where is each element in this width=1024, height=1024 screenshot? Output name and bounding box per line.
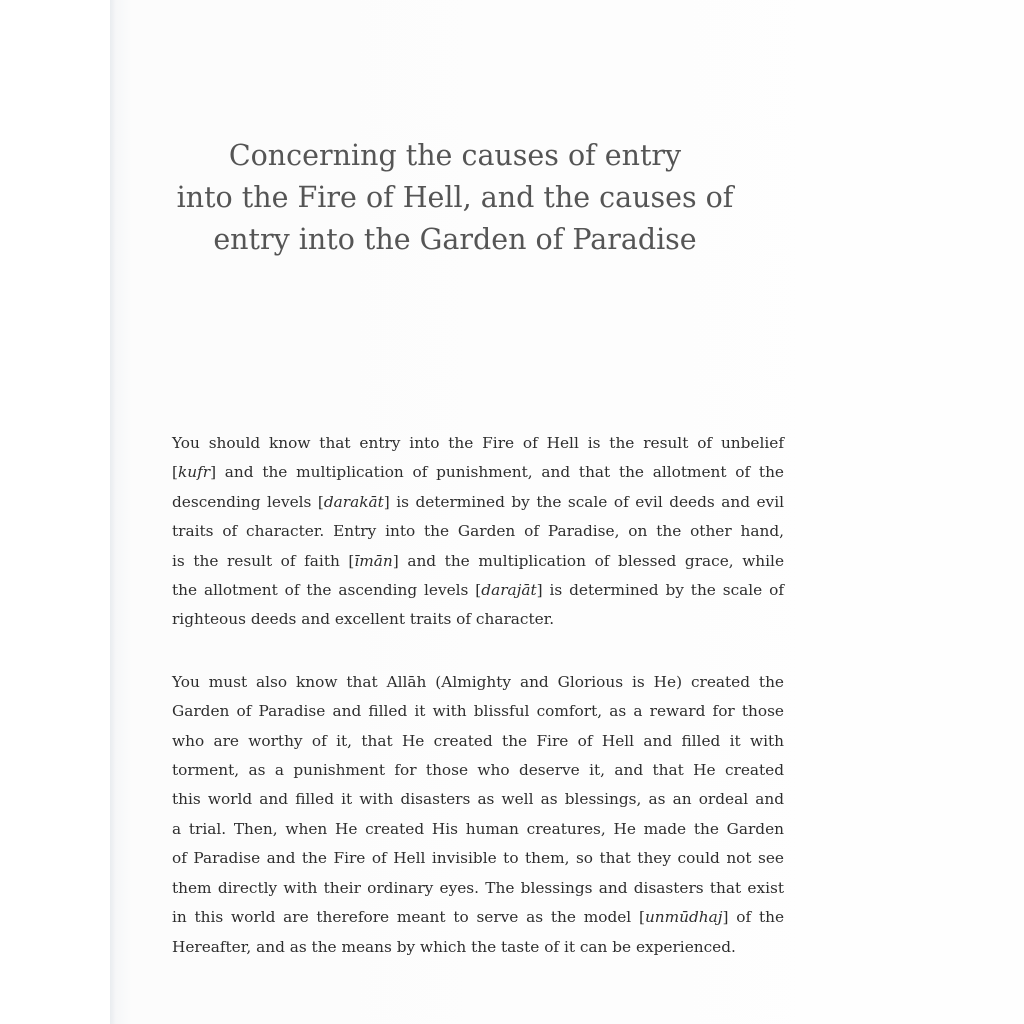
text-run: righteous deeds and excellent traits of character.: [172, 610, 555, 629]
text-line: [172, 933, 784, 962]
text-run: the allotment of the ascending levels [: [172, 581, 482, 600]
text-line: [172, 668, 784, 697]
text-run: ] is determined by the scale of: [536, 581, 784, 600]
italic-term: īmān: [354, 551, 393, 570]
italic-term: unmūdhaj: [644, 908, 723, 927]
text-run: Garden of Paradise and filled it with blissful comfort, as a reward for those: [172, 702, 784, 721]
text-run: who are worthy of it, that He created the Fire of Hell and filled it with: [172, 731, 784, 750]
text-line: [172, 785, 784, 814]
text-line: [172, 756, 784, 785]
text-run: You must also know that Allāh (Almighty and Glorious is He) created the: [172, 672, 784, 691]
text-run: descending levels [: [172, 492, 324, 511]
text-line: [172, 844, 784, 873]
text-run: Hereafter, and as the means by which the taste of it can be experienced.: [172, 937, 736, 956]
text-run: ] and the multiplication of punishment, and that the allotment of the: [210, 463, 784, 482]
text-line: [172, 488, 784, 517]
text-run: ] and the multiplication of blessed grace, while: [392, 551, 784, 570]
title-line: entry into the Garden of Paradise: [213, 223, 697, 256]
italic-term: darakāt: [323, 492, 384, 511]
text-line: [172, 815, 784, 844]
text-line: [172, 429, 784, 458]
text-run: traits of character. Entry into the Garden of Paradise, on the other hand,: [172, 522, 784, 541]
page-margin: [0, 0, 110, 1024]
italic-term: kufr: [177, 463, 211, 482]
text-line: [172, 727, 784, 756]
text-run: this world and filled it with disasters as well as blessings, as an ordeal and: [172, 790, 784, 809]
text-run: ] of the: [722, 908, 784, 927]
title-line: Concerning the causes of entry: [228, 139, 682, 172]
text-line: [172, 517, 784, 546]
text-run: in this world are therefore meant to serve as the model [: [172, 908, 645, 927]
paragraph-2: [172, 668, 784, 962]
text-run: You should know that entry into the Fire of Hell is the result of unbelief: [172, 434, 784, 452]
text-line: [172, 458, 784, 487]
text-run: them directly with their ordinary eyes. The blessings and disasters that exist: [172, 878, 784, 897]
text-line: [172, 605, 784, 634]
text-run: [: [172, 463, 178, 482]
text-run: ] is determined by the scale of evil deeds and evil: [383, 492, 784, 511]
chapter-title: [110, 135, 800, 261]
text-line: [172, 547, 784, 576]
text-line: [172, 576, 784, 605]
paragraph-1: [172, 429, 784, 635]
title-line: into the Fire of Hell, and the causes of: [176, 181, 734, 214]
text-run: a trial. Then, when He created His human creatures, He made the Garden: [172, 819, 784, 838]
text-run: is the result of faith [: [172, 551, 355, 570]
text-run: torment, as a punishment for those who deserve it, and that He created: [172, 761, 784, 780]
body-text: [172, 429, 784, 962]
text-line: [172, 697, 784, 726]
text-run: of Paradise and the Fire of Hell invisible to them, so that they could not see: [172, 849, 784, 868]
text-line: [172, 874, 784, 903]
text-line: [172, 903, 784, 932]
italic-term: darajāt: [481, 581, 537, 600]
